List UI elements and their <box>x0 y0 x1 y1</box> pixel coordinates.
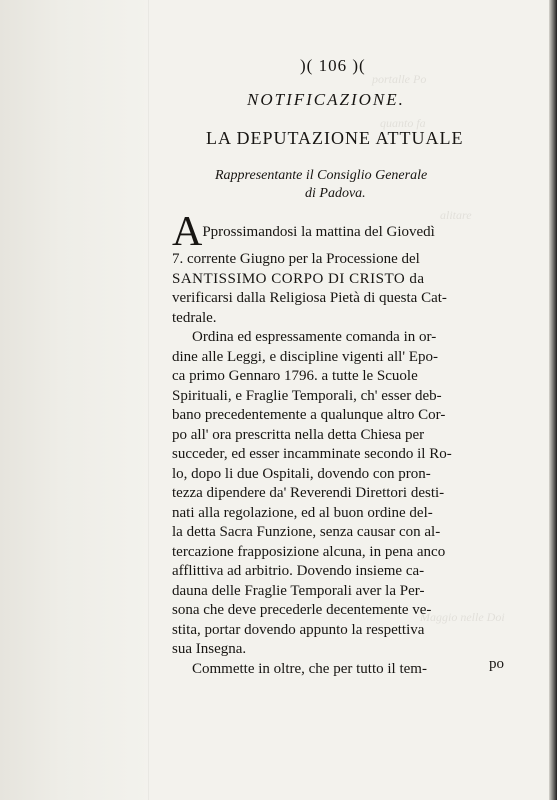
show-through-text: Maggio nelle Doi <box>420 610 505 624</box>
body-line: Spirituali, e Fraglie Temporali, ch' esser deb- <box>172 387 442 404</box>
first-line <box>172 209 524 255</box>
body-line: sona che deve precederle decentemente ve- <box>172 602 432 618</box>
body-text <box>172 209 524 679</box>
drop-cap: A <box>172 209 203 255</box>
page-title: LA DEPUTAZIONE ATTUALE <box>206 128 464 148</box>
show-through-text: quanto fa <box>380 116 426 130</box>
page-right-edge <box>549 0 557 800</box>
body-line: tezza dipendere da' Reverendi Direttori desti- <box>172 485 445 501</box>
body-line: po all' ora prescritta nella detta Chiesa per <box>172 426 425 443</box>
body-line: verificarsi dalla Religiosa Pietà di questa Cat- <box>172 290 447 306</box>
catchword: po <box>489 656 504 672</box>
page-number: )( 106 )( <box>300 56 366 75</box>
body-line: ca primo Gennaro 1796. a tutte le Scuole <box>172 368 418 384</box>
body-line: SANTISSIMO CORPO DI CRISTO da <box>172 270 425 287</box>
body-line: Ordina ed espressamente comanda in or- <box>192 329 437 345</box>
body-line: bano precedentemente a qualunque altro Cor- <box>172 407 446 423</box>
show-through-text: portalle Po <box>372 72 427 86</box>
body-line: tedrale. <box>172 309 217 326</box>
body-line: Commette in oltre, che per tutto il tem- <box>192 660 427 677</box>
body-line: sua Insegna. <box>172 641 247 657</box>
subtitle-line-2: di Padova. <box>305 186 366 201</box>
page-left-shading <box>0 0 150 800</box>
subtitle-line-1: Rappresentante il Consiglio Generale <box>215 168 428 183</box>
body-line: succeder, ed esser incamminate secondo il Ro- <box>172 446 452 462</box>
page-fold <box>148 0 149 800</box>
show-through-text: alitare <box>440 208 472 222</box>
body-line: stita, portar dovendo appunto la respettiva <box>172 621 425 638</box>
body-line: tercazione frapposizione alcuna, in pena anco <box>172 543 446 560</box>
body-line: nati alla regolazione, ed al buon ordine del- <box>172 504 433 521</box>
body-line: la detta Sacra Funzione, senza causar con al- <box>172 524 441 540</box>
body-line: dauna delle Fraglie Temporali aver la Per- <box>172 582 425 599</box>
body-line: lo, dopo li due Ospitali, dovendo con pron- <box>172 465 431 482</box>
body-line: afflittiva ad arbitrio. Dovendo insieme ca- <box>172 563 425 579</box>
body-line: 7. corrente Giugno per la Processione del <box>172 251 420 267</box>
first-line-text: Pprossimandosi la mattina del Giovedì <box>202 224 435 240</box>
body-line: dine alle Leggi, e discipline vigenti all' Epo- <box>172 348 438 365</box>
heading: NOTIFICAZIONE. <box>247 90 405 109</box>
